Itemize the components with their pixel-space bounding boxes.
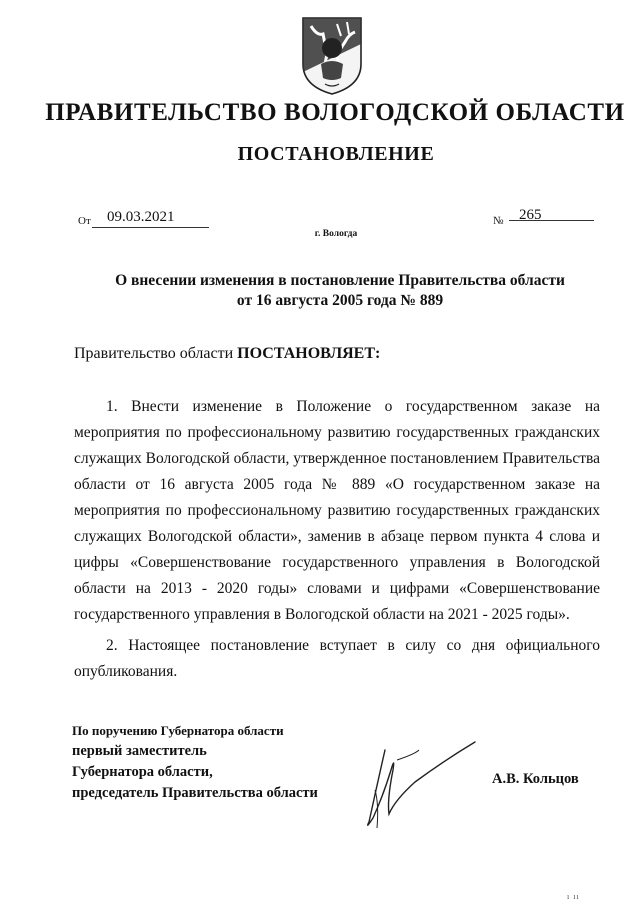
document-type-heading: ПОСТАНОВЛЕНИЕ xyxy=(237,143,435,165)
date-underline xyxy=(92,227,209,228)
number-label: № xyxy=(493,215,504,227)
preamble-prefix: Правительство области xyxy=(74,345,234,362)
subject-line-2: от 16 августа 2005 года № 889 xyxy=(236,292,444,309)
preamble xyxy=(74,345,380,363)
date-label: От xyxy=(78,215,91,227)
document-subject xyxy=(90,271,590,311)
signatory-line-2: первый заместитель xyxy=(72,743,207,759)
coat-of-arms-emblem xyxy=(297,14,367,98)
organization-title: ПРАВИТЕЛЬСТВО ВОЛОГОДСКОЙ ОБЛАСТИ xyxy=(45,99,625,126)
subject-line-1: О внесении изменения в постановление Правительства области xyxy=(115,272,565,289)
signer-name: А.В. Кольцов xyxy=(492,771,579,787)
handwritten-signature xyxy=(355,730,495,835)
vologda-coat-of-arms-icon xyxy=(297,14,367,98)
city-label: г. Вологда xyxy=(314,229,358,239)
number-underline xyxy=(509,220,594,221)
signatory-position xyxy=(72,720,318,804)
paragraph-1: 1. Внести изменение в Положение о государственном заказе на мероприятия по профессиональному развитию государственных гражданских служащих Вологодской области, утвержденное постановлением Правительства области от 16 августа 2005 года № 889 «О государственном заказе на мероприятия по профессиональному развитию государственных гражданских служащих Вологодской области», заменив в абзаце первом пункта 4 слова и цифры «Совершенствование государственного управления в Вологодской области на 2013 - 2020 годы» словами и цифрами «Совершенствование государственного управления в Вологодской области на 2021 - 2025 годы». xyxy=(74,398,601,623)
paragraph-2: 2. Настоящее постановление вступает в силу со дня официального опубликования. xyxy=(74,637,600,680)
preamble-resolves: ПОСТАНОВЛЯЕТ: xyxy=(237,345,381,362)
document-number: 265 xyxy=(519,207,542,223)
page-marks: ı ıı xyxy=(567,892,580,901)
signatory-line-1: По поручению Губернатора области xyxy=(72,723,284,738)
signatory-line-4: председатель Правительства области xyxy=(72,785,318,801)
signatory-line-3: Губернатора области, xyxy=(72,764,213,780)
document-date: 09.03.2021 xyxy=(107,209,175,225)
